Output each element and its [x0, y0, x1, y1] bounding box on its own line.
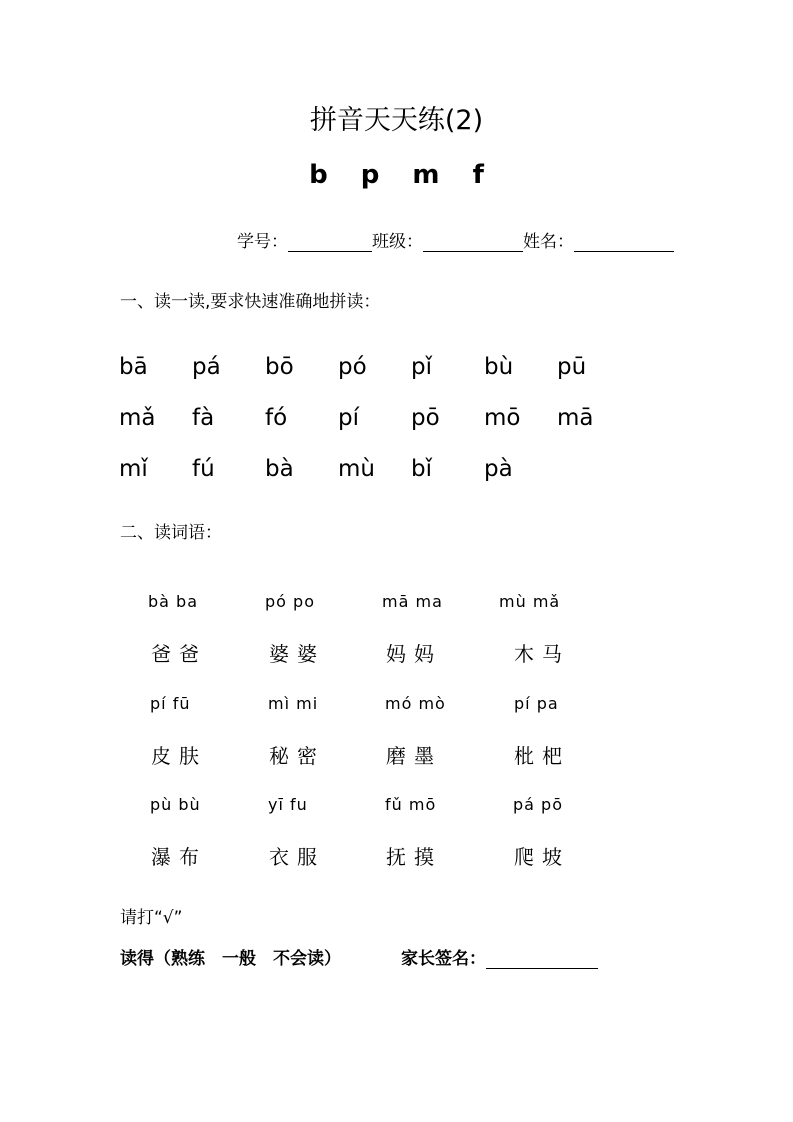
word-hanzi: 爸爸 — [151, 642, 207, 666]
pinyin-syllable: bù — [484, 354, 514, 380]
pinyin-syllable: pí — [338, 405, 359, 431]
word-pinyin: mù mǎ — [499, 592, 561, 611]
pinyin-syllable: fó — [265, 405, 288, 431]
pinyin-syllable: bā — [119, 354, 148, 380]
word-hanzi: 抚摸 — [386, 845, 442, 869]
pinyin-syllable: fú — [192, 456, 215, 482]
word-hanzi: 皮肤 — [151, 744, 207, 768]
word-pinyin: mó mò — [385, 694, 446, 713]
word-hanzi: 婆婆 — [269, 642, 325, 666]
word-pinyin: pí pa — [514, 694, 559, 713]
word-hanzi: 妈妈 — [386, 642, 442, 666]
letters-heading: b p m f — [309, 160, 484, 190]
word-hanzi: 瀑布 — [151, 845, 207, 869]
word-hanzi: 衣服 — [269, 845, 325, 869]
pinyin-syllable: pō — [411, 405, 440, 431]
class-blank[interactable] — [423, 233, 523, 252]
pinyin-syllable: fà — [192, 405, 215, 431]
student-number-blank[interactable] — [288, 233, 372, 252]
word-pinyin: yī fu — [268, 795, 308, 814]
pinyin-syllable: pū — [557, 354, 587, 380]
check-instruction: 请打“√” — [120, 908, 183, 928]
word-hanzi: 磨墨 — [386, 744, 442, 768]
name-label: 姓名： — [523, 232, 574, 252]
parent-sign-blank[interactable] — [486, 950, 598, 969]
pinyin-syllable: pà — [484, 456, 513, 482]
section1-heading: 一、读一读,要求快速准确地拼读： — [120, 292, 381, 312]
word-pinyin: pí fū — [150, 694, 191, 713]
word-pinyin: pá pō — [513, 795, 563, 814]
word-hanzi: 枇杷 — [514, 744, 570, 768]
footer-row — [120, 944, 598, 969]
pinyin-syllable: bà — [265, 456, 294, 482]
pinyin-syllable: mā — [557, 405, 594, 431]
pinyin-syllable: mō — [484, 405, 521, 431]
student-number-label: 学号： — [237, 232, 288, 252]
word-pinyin: pù bù — [150, 795, 201, 814]
section2-heading: 二、读词语： — [120, 523, 222, 543]
pinyin-syllable: mù — [338, 456, 375, 482]
pinyin-syllable: pǐ — [411, 354, 432, 380]
word-pinyin: mì mi — [268, 694, 319, 713]
parent-sign-label: 家长签名： — [401, 949, 486, 969]
read-status-options[interactable]: 读得（熟练 一般 不会读） — [120, 949, 341, 969]
name-blank[interactable] — [574, 233, 674, 252]
page-title: 拼音天天练(2) — [309, 105, 484, 136]
word-pinyin: bà ba — [148, 592, 199, 611]
pinyin-syllable: pó — [338, 354, 367, 380]
student-info-row — [237, 227, 674, 252]
pinyin-syllable: pá — [192, 354, 221, 380]
word-pinyin: pó po — [265, 592, 315, 611]
word-hanzi: 爬坡 — [514, 845, 570, 869]
pinyin-syllable: mǐ — [119, 456, 148, 482]
pinyin-syllable: bō — [265, 354, 294, 380]
pinyin-syllable: bǐ — [411, 456, 432, 482]
class-label: 班级： — [372, 232, 423, 252]
word-hanzi: 木马 — [514, 642, 570, 666]
word-hanzi: 秘密 — [269, 744, 325, 768]
word-pinyin: fǔ mō — [385, 795, 437, 814]
pinyin-syllable: mǎ — [119, 405, 156, 431]
word-pinyin: mā ma — [382, 592, 443, 611]
